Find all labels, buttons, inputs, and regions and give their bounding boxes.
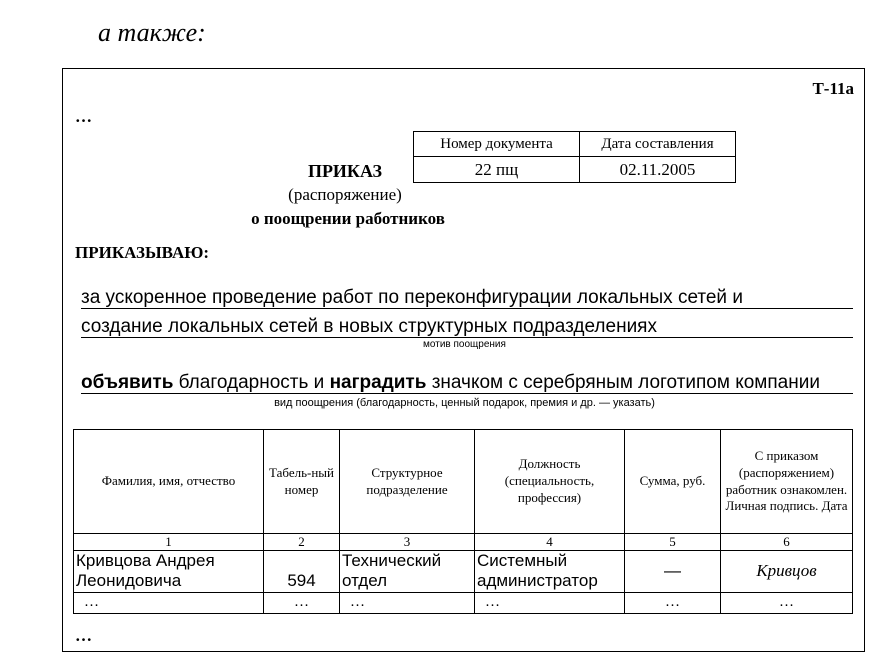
- continuation-cell: …: [340, 592, 475, 613]
- incentive-bold-1: объявить: [81, 372, 174, 393]
- order-subject: о поощрении работников: [251, 209, 445, 228]
- ellipsis-top: …: [75, 107, 92, 126]
- table-row-continuation: [74, 592, 853, 613]
- document-info-table: [413, 131, 736, 183]
- doc-date-value: 02.11.2005: [580, 157, 736, 183]
- employee-name: Кривцова Андрея Леонидовича: [74, 551, 264, 593]
- continuation-cell: …: [475, 592, 625, 613]
- motive-line-1: за ускоренное проведение работ по переконфигурации локальных сетей и: [81, 287, 853, 309]
- column-number: 2: [264, 534, 340, 551]
- header-sum: Сумма, руб.: [625, 430, 721, 534]
- continuation-cell: …: [625, 592, 721, 613]
- header-position: Должность (специальность, профессия): [475, 430, 625, 534]
- continuation-cell: …: [721, 592, 853, 613]
- incentive-bold-2: наградить: [329, 372, 427, 393]
- employee-sum: —: [625, 551, 721, 593]
- header-full-name: Фамилия, имя, отчество: [74, 430, 264, 534]
- incentive-caption: вид поощрения (благодарность, ценный подарок, премия и др. — указать): [274, 397, 655, 409]
- order-subtitle: (распоряжение): [288, 185, 402, 204]
- doc-date-header: Дата составления: [580, 132, 736, 157]
- intro-text: а также:: [98, 18, 206, 47]
- employee-table: [73, 429, 853, 614]
- motive-caption: мотив поощрения: [423, 339, 506, 350]
- column-number: 4: [475, 534, 625, 551]
- column-number: 5: [625, 534, 721, 551]
- employee-department: Технический отдел: [340, 551, 475, 593]
- incentive-text-1: благодарность и: [173, 372, 330, 393]
- incentive-line: [81, 372, 853, 394]
- employee-signature: Кривцов: [721, 551, 853, 593]
- doc-number-value: 22 пщ: [414, 157, 580, 183]
- column-number: 1: [74, 534, 264, 551]
- header-acknowledgement: С приказом (распоряжением) работник ознакомлен. Личная подпись. Дата: [721, 430, 853, 534]
- incentive-text-2: значком с серебряным логотипом компании: [426, 372, 820, 393]
- continuation-cell: …: [264, 592, 340, 613]
- column-number: 6: [721, 534, 853, 551]
- continuation-cell: …: [74, 592, 264, 613]
- order-title: ПРИКАЗ: [307, 161, 383, 181]
- ellipsis-bottom: …: [75, 626, 92, 645]
- form-code: Т-11а: [812, 79, 854, 98]
- employee-tab-number: 594: [264, 551, 340, 593]
- motive-line-2: создание локальных сетей в новых структурных подразделениях: [81, 316, 853, 338]
- column-number: 3: [340, 534, 475, 551]
- table-row: [74, 551, 853, 593]
- order-word: ПРИКАЗЫВАЮ:: [75, 243, 210, 262]
- order-form: [62, 68, 865, 652]
- header-department: Структурное подразделение: [340, 430, 475, 534]
- doc-number-header: Номер документа: [414, 132, 580, 157]
- header-tab-number: Табель-ный номер: [264, 430, 340, 534]
- employee-position: Системный администратор: [475, 551, 625, 593]
